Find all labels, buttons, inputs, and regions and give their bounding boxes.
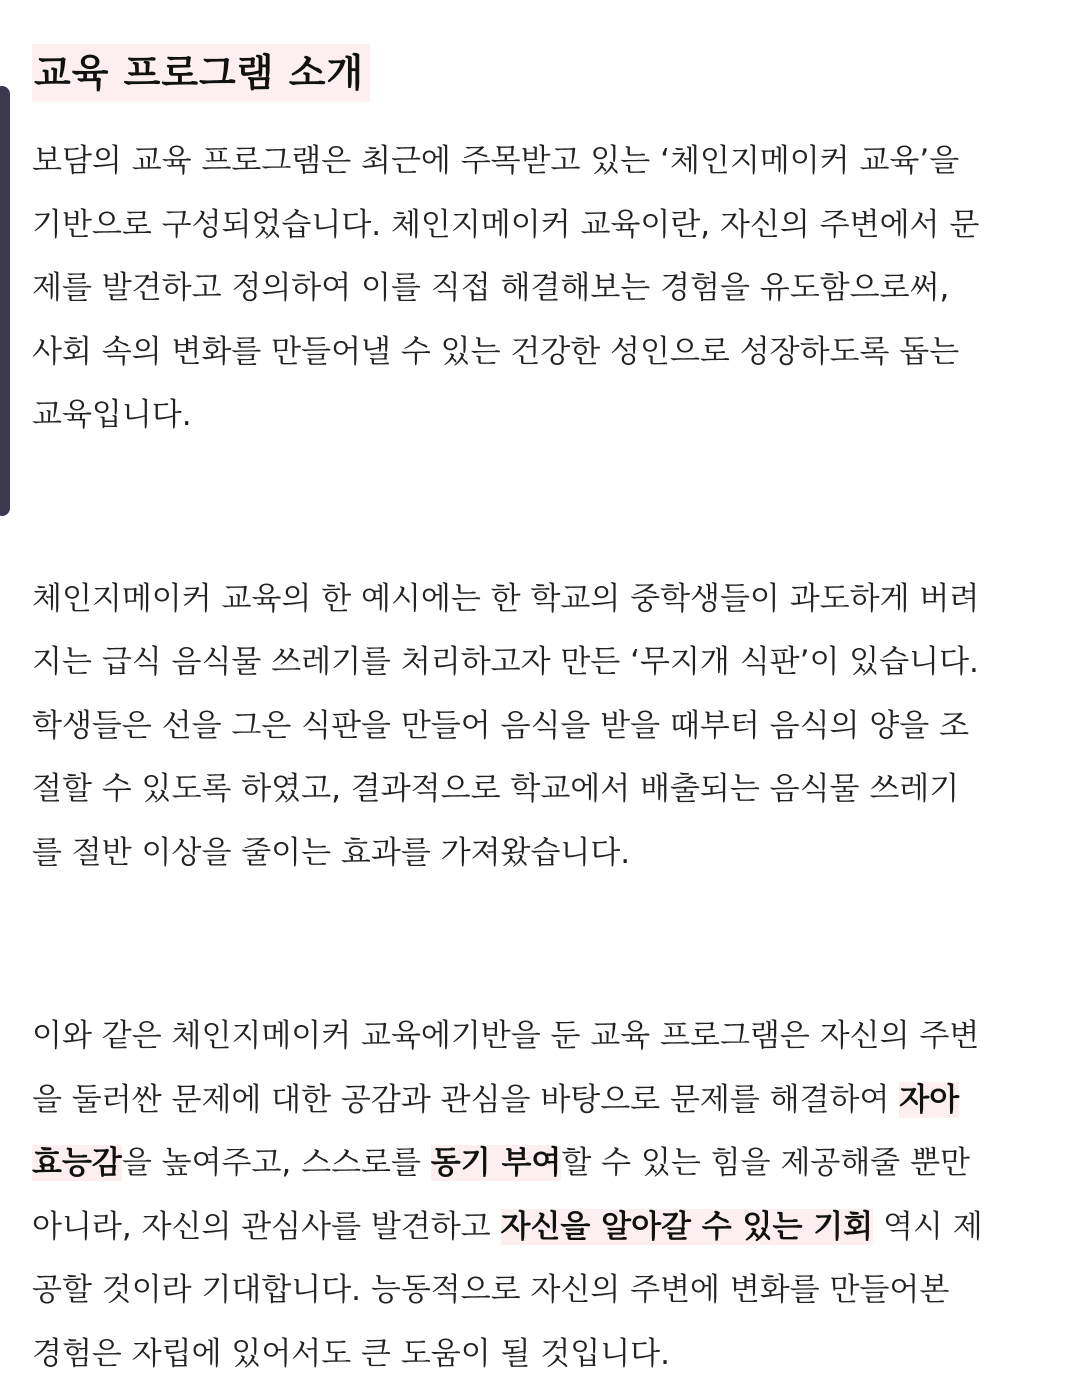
text-segment: 역시 제 — [873, 1209, 983, 1245]
paragraph-expectation — [32, 1005, 1052, 1386]
text-line — [32, 1196, 1052, 1260]
paragraph-spacer — [32, 885, 1052, 1005]
text-line: 교육입니다. — [32, 384, 1052, 448]
highlight-motivation: 동기 부여 — [431, 1145, 562, 1181]
text-line: 공할 것이라 기대합니다. 능동적으로 자신의 주변에 변화를 만들어본 — [32, 1259, 1052, 1323]
text-line: 체인지메이커 교육의 한 예시에는 한 학교의 중학생들이 과도하게 버려 — [32, 568, 1052, 632]
text-line: 이와 같은 체인지메이커 교육에기반을 둔 교육 프로그램은 자신의 주변 — [32, 1005, 1052, 1069]
scroll-indicator[interactable] — [0, 86, 10, 516]
text-line: 학생들은 선을 그은 식판을 만들어 음식을 받을 때부터 음식의 양을 조 — [32, 695, 1052, 759]
paragraph-example — [32, 568, 1052, 886]
highlight-self-efficacy: 자아 — [899, 1082, 959, 1118]
text-segment: 아니라, 자신의 관심사를 발견하고 — [32, 1209, 501, 1245]
paragraph-spacer — [32, 448, 1052, 568]
text-line: 제를 발견하고 정의하여 이를 직접 해결해보는 경험을 유도함으로써, — [32, 257, 1052, 321]
page-title: 교육 프로그램 소개 — [32, 44, 370, 102]
article-content — [32, 44, 1052, 1386]
paragraph-intro — [32, 130, 1052, 448]
text-line — [32, 1069, 1052, 1133]
highlight-opportunity: 자신을 알아갈 수 있는 기회 — [501, 1209, 874, 1245]
text-line: 를 절반 이상을 줄이는 효과를 가져왔습니다. — [32, 822, 1052, 886]
text-line: 절할 수 있도록 하였고, 결과적으로 학교에서 배출되는 음식물 쓰레기 — [32, 758, 1052, 822]
text-line: 경험은 자립에 있어서도 큰 도움이 될 것입니다. — [32, 1323, 1052, 1386]
text-line: 지는 급식 음식물 쓰레기를 처리하고자 만든 ‘무지개 식판’이 있습니다. — [32, 631, 1052, 695]
text-segment: 을 둘러싼 문제에 대한 공감과 관심을 바탕으로 문제를 해결하여 — [32, 1082, 899, 1118]
highlight-self-efficacy-cont: 효능감 — [32, 1145, 122, 1181]
text-line: 기반으로 구성되었습니다. 체인지메이커 교육이란, 자신의 주변에서 문 — [32, 194, 1052, 258]
text-line: 보담의 교육 프로그램은 최근에 주목받고 있는 ‘체인지메이커 교육’을 — [32, 130, 1052, 194]
text-segment: 을 높여주고, 스스로를 — [122, 1145, 431, 1181]
text-segment: 할 수 있는 힘을 제공해줄 뿐만 — [561, 1145, 970, 1181]
text-line: 사회 속의 변화를 만들어낼 수 있는 건강한 성인으로 성장하도록 돕는 — [32, 321, 1052, 385]
text-line — [32, 1132, 1052, 1196]
